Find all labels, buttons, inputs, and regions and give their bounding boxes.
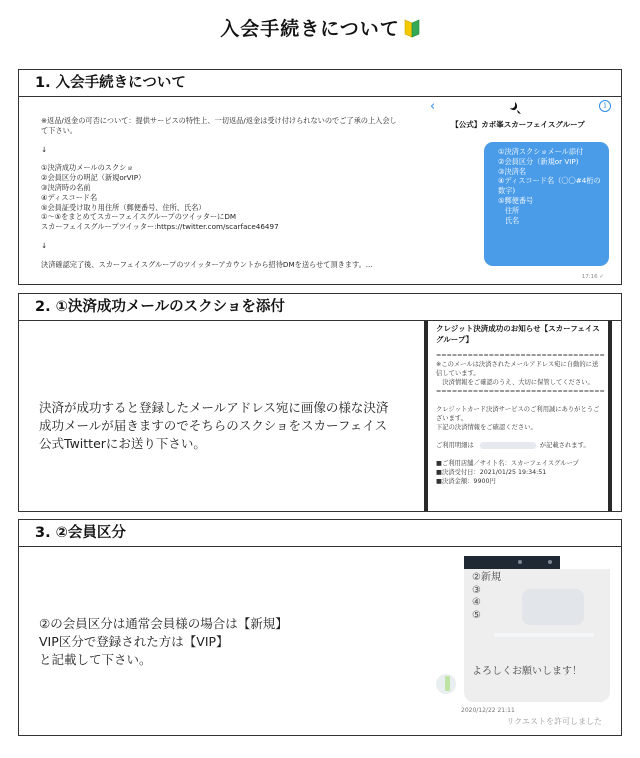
beginner-mark-icon — [404, 18, 420, 38]
email-statement-text: が記載されます。 — [539, 442, 590, 449]
chat-message-bubble — [464, 569, 610, 702]
dm-line: ③決済名 — [498, 166, 527, 176]
payment-email-screenshot — [424, 321, 612, 511]
twitter-dm-screenshot — [424, 97, 612, 284]
email-notice: 決済情報をご確認のうえ、大切に保管してください。 — [436, 379, 594, 386]
email-details-intro: 下記の決済情報をご確認ください。 — [436, 424, 537, 431]
chat-line: ②新規 — [472, 572, 501, 583]
chat-timestamp: 2020/12/22 21:11 — [461, 707, 515, 714]
step-item: ①決済成功メールのスクショ — [41, 163, 134, 173]
section-registration-procedure — [18, 69, 622, 285]
arrow-down: ↓ — [41, 240, 48, 250]
dm-line: 氏名 — [498, 215, 520, 225]
email-statement-text: ご利用明細は — [436, 442, 474, 449]
dm-line: ④ディスコード名（〇〇#4桁の数字) — [498, 176, 601, 196]
page-title-text: 入会手続きについて — [220, 18, 400, 40]
avatar — [436, 674, 456, 694]
member-category-instruction — [39, 615, 399, 669]
redacted-blur — [480, 442, 536, 449]
section-heading: 1. 入会手続きについて — [19, 70, 621, 97]
payment-instruction: 決済が成功すると登録したメールアドレス宛に画像の様な決済成功メールが届きますのでそちらのスクショをスカーフェイス公式Twitterにお送り下さい。 — [39, 400, 389, 451]
header-dot-icon — [518, 560, 522, 564]
chat-line: ③ — [472, 584, 481, 596]
dm-line: ⑤郵便番号 — [498, 195, 534, 205]
chat-closing: よろしくお願いします！ — [472, 665, 582, 677]
chat-line: ④ — [472, 597, 481, 608]
email-thanks: クレジットカード決済サービスのご利用誠にありがとうございます。 — [436, 406, 600, 422]
chat-header-bar — [464, 556, 560, 569]
dm-line: ①決済スクショメール添付 — [498, 147, 584, 156]
instruction-line: ②の会員区分は通常会員様の場合は【新規】 — [39, 616, 288, 631]
chat-screenshot — [424, 547, 612, 735]
section-heading: 3. ②会員区分 — [19, 520, 621, 547]
dm-line: 住所 — [498, 205, 520, 215]
instruction-line: と記載して下さい。 — [39, 652, 152, 667]
twitter-link[interactable]: スカーフェイスグループツイッター:https://twitter.com/scarface46497 — [41, 222, 279, 232]
email-store: ■ご利用店舗／サイト名：スカーフェイスグループ — [436, 460, 579, 467]
chat-line: ⑤ — [472, 609, 481, 621]
request-accepted-notice: リクエストを許可しました — [506, 717, 602, 726]
section-payment-screenshot — [18, 293, 622, 512]
redacted-blur — [494, 633, 594, 637]
info-icon[interactable]: i — [599, 100, 611, 112]
email-date: ■決済受付日：2021/01/25 19:34:51 — [436, 469, 547, 476]
refund-notice: ※返品/返金の可否について：提供サービスの特性上、一切返品/返金は受け付けられないのでご了承の上入会して下さい。 — [41, 116, 397, 135]
account-logo-icon — [508, 101, 522, 115]
email-notice: ※このメールは決済されたメールアドレス宛に自動的に送信しています。 — [436, 361, 599, 377]
email-amount: ■決済金額：9900円 — [436, 478, 496, 485]
dm-timestamp: 17:16 ✓ — [581, 274, 604, 280]
account-name: 【公式】カボ峯スカーフェイスグループ — [451, 120, 585, 129]
back-chevron-icon[interactable]: ‹ — [430, 99, 436, 114]
closing-text: 決済確認完了後、スカーフェイスグループのツイッターアカウントから招待DMを送らせて頂きます。... — [41, 259, 373, 269]
email-separator: ================================ — [436, 388, 605, 395]
step-item: ③決済時の名前 — [41, 182, 91, 192]
instruction-line: VIP区分で登録された方は【VIP】 — [39, 634, 229, 649]
email-separator: ================================ — [436, 352, 605, 359]
step-item: ①～⑤をまとめてスカーフェイスグループのツイッターにDM — [41, 212, 237, 222]
step-item: ②会員区分の明記（新規orVIP） — [41, 173, 146, 183]
step-item: ④ディスコード名 — [41, 192, 98, 202]
header-dot-icon — [548, 560, 552, 564]
redacted-blur — [522, 589, 584, 625]
dm-line: ②会員区分（新規or VIP) — [498, 156, 579, 166]
email-subject: クレジット決済成功のお知らせ【スカーフェイスグループ】 — [436, 324, 600, 344]
step-item: ⑤会員証受け取り用住所（郵便番号、住所、氏名） — [41, 202, 206, 212]
section-member-category — [18, 519, 622, 736]
section-heading: 2. ①決済成功メールのスクショを添付 — [19, 294, 621, 321]
arrow-down: ↓ — [41, 144, 48, 154]
email-statement-line — [436, 441, 600, 450]
page-title — [0, 14, 640, 41]
dm-message-bubble — [484, 142, 609, 266]
procedure-text — [41, 116, 401, 270]
